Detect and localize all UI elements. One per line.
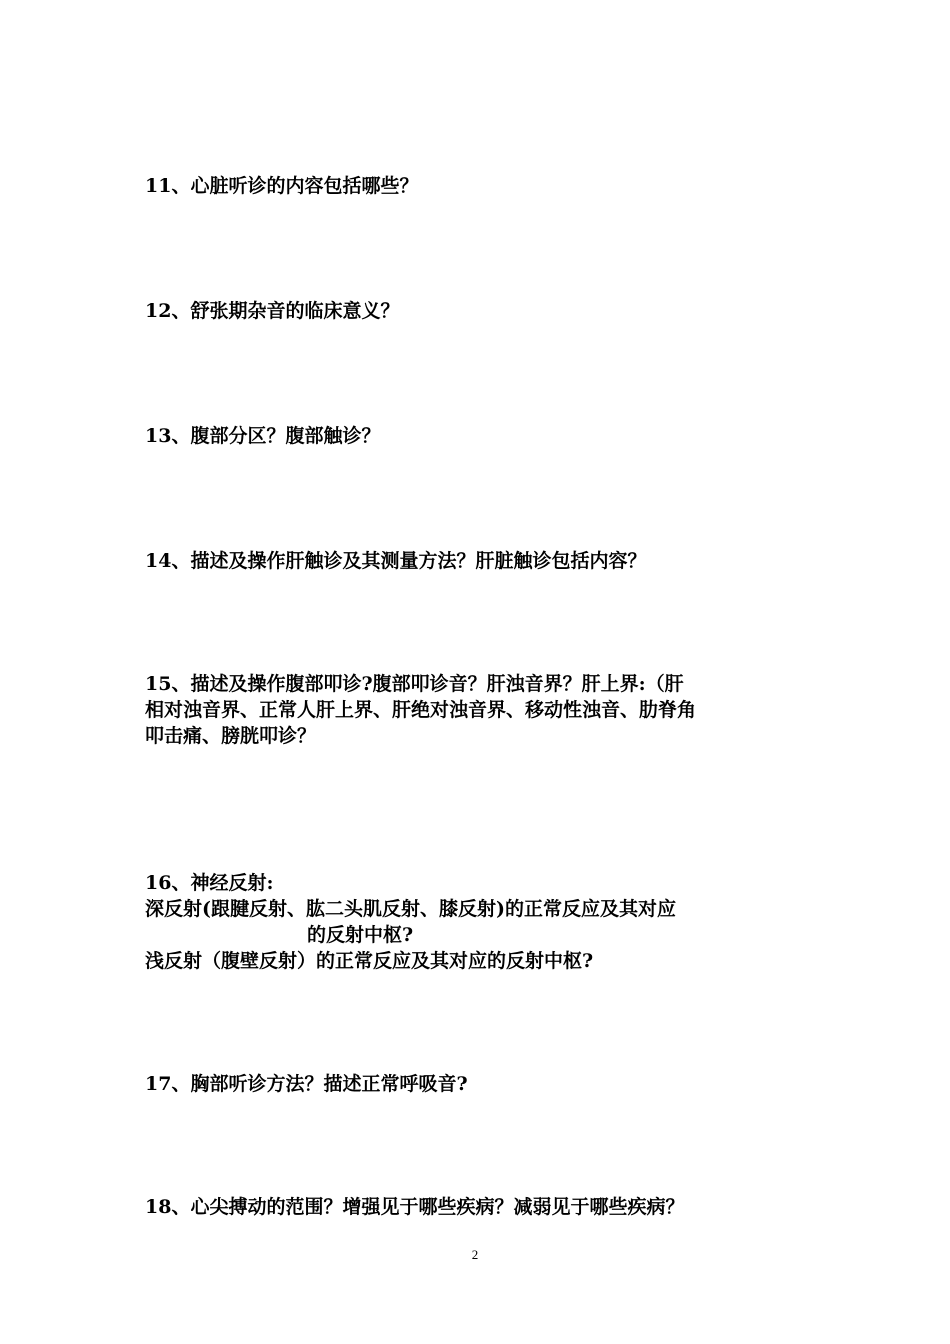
question-11 xyxy=(145,173,810,199)
question-16-line-3: 的反射中枢? xyxy=(307,924,414,946)
question-18-text: 18、心尖搏动的范围？增强见于哪些疾病？减弱见于哪些疾病？ xyxy=(145,1196,685,1218)
question-18 xyxy=(145,1194,810,1220)
question-15-line-1: 15、描述及操作腹部叩诊?腹部叩诊音？肝浊音界？肝上界:（肝 xyxy=(145,673,684,695)
question-11-text: 11、心脏听诊的内容包括哪些？ xyxy=(145,175,419,197)
question-15-line-2: 相对浊音界、正常人肝上界、肝绝对浊音界、移动性浊音、肋脊角 xyxy=(145,699,697,721)
page-number: 2 xyxy=(471,1247,479,1262)
question-15 xyxy=(145,671,810,749)
question-16-line-4: 浅反射（腹壁反射）的正常反应及其对应的反射中枢? xyxy=(145,950,594,972)
question-14 xyxy=(145,548,810,574)
question-17-text: 17、胸部听诊方法？描述正常呼吸音? xyxy=(145,1073,468,1095)
question-16 xyxy=(145,870,810,974)
question-16-line-1: 16、神经反射: xyxy=(145,872,274,894)
question-13-text: 13、腹部分区？腹部触诊？ xyxy=(145,425,381,447)
question-17 xyxy=(145,1071,810,1097)
question-12 xyxy=(145,298,810,324)
question-13 xyxy=(145,423,810,449)
question-16-line-2: 深反射(跟腱反射、肱二头肌反射、膝反射)的正常反应及其对应 xyxy=(145,898,676,920)
question-12-text: 12、舒张期杂音的临床意义？ xyxy=(145,300,400,322)
question-15-line-3: 叩击痛、膀胱叩诊？ xyxy=(145,725,317,747)
question-14-text: 14、描述及操作肝触诊及其测量方法？肝脏触诊包括内容？ xyxy=(145,550,647,572)
